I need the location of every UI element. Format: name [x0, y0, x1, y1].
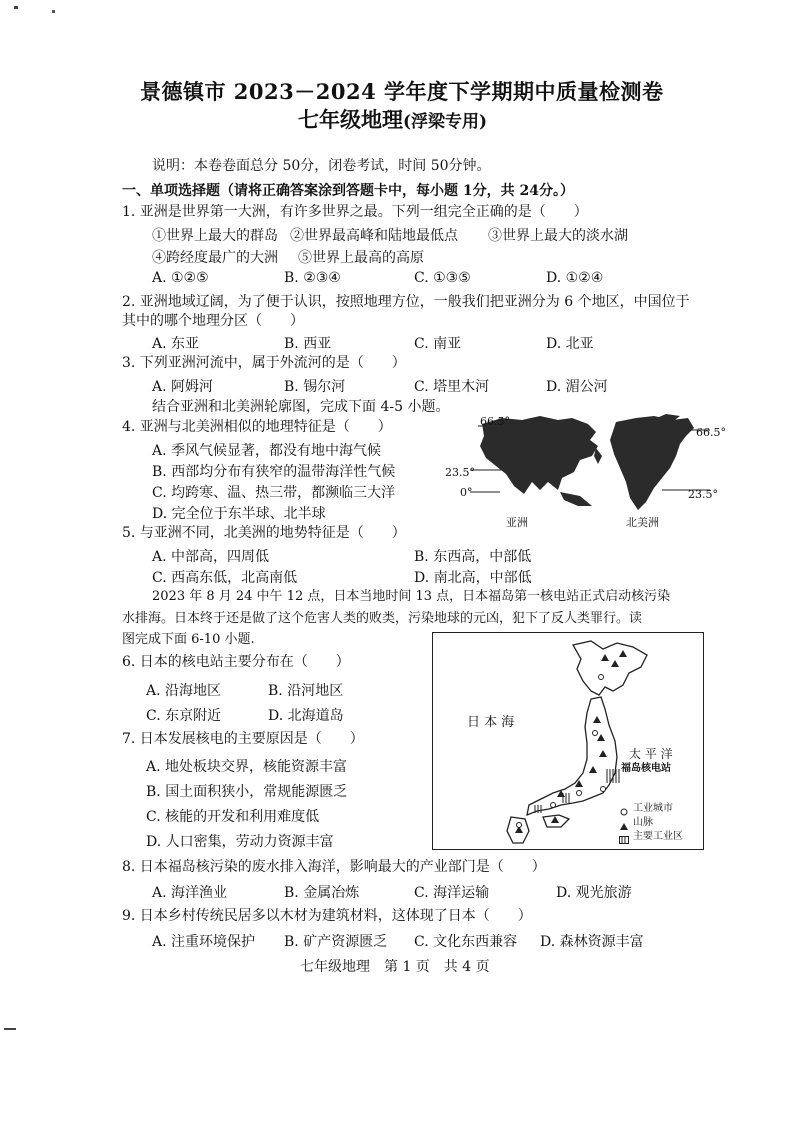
q5-option-b: B. 东西高，中部低: [414, 549, 532, 565]
intro-4-5: 结合亚洲和北美洲轮廓图，完成下面 4-5 小题。: [152, 399, 450, 415]
mountain-legend-icon: [619, 815, 629, 823]
asia-label: 亚洲: [506, 516, 528, 529]
q1-stem: 1. 亚洲是世界第一大洲，有许多世界之最。下列一组完全正确的是（ ）: [122, 204, 588, 220]
q7-option-c: C. 核能的开发和利用难度低: [146, 809, 320, 825]
q1-option-c: C. ①③⑤: [414, 270, 471, 286]
asia-lat-0: 0°: [460, 486, 473, 499]
legend-city-label: 工业城市: [633, 803, 673, 814]
passage-line: 水排海。日本终于还是做了这个危害人类的败类，污染地球的元凶，犯下了反人类罪行。读: [122, 611, 643, 626]
q8-option-c: C. 海洋运输: [414, 885, 490, 901]
legend-industrial-label: 主要工业区: [633, 831, 683, 842]
asia-lat-23: 23.5°: [445, 466, 475, 479]
q8-stem: 8. 日本福岛核污染的废水排入海洋，影响最大的产业部门是（ ）: [122, 859, 546, 875]
q3-option-a: A. 阿姆河: [152, 379, 214, 395]
q8-option-b: B. 金属冶炼: [284, 885, 360, 901]
japan-map: [432, 632, 704, 850]
q3-option-c: C. 塔里木河: [414, 379, 490, 395]
q1-option-b: B. ②③④: [284, 270, 341, 286]
legend-mountain-label: 山脉: [633, 817, 653, 828]
q9-option-d: D. 森林资源丰富: [540, 934, 644, 950]
exam-subtitle: [298, 104, 487, 134]
exam-title: 景德镇市 2023－2024 学年度下学期期中质量检测卷: [140, 79, 664, 104]
q7-option-a: A. 地处板块交界，核能资源丰富: [146, 759, 348, 775]
scan-speck: [4, 1028, 16, 1030]
continent-map-graphic: [440, 412, 730, 530]
q2-option-b: B. 西亚: [284, 336, 332, 352]
q6-option-a: A. 沿海地区: [146, 683, 222, 699]
q7-stem: 7. 日本发展核电的主要原因是（ ）: [122, 731, 364, 747]
passage-line: 2023 年 8 月 24 中午 12 点，日本当地时间 13 点，日本福岛第一核电站正式启动核污染: [152, 589, 671, 604]
q3-stem: 3. 下列亚洲河流中，属于外流河的是（ ）: [122, 355, 406, 371]
q1-item: ②世界最高峰和陆地最低点: [290, 228, 458, 244]
q1-item: ①世界上最大的群岛: [152, 228, 278, 244]
q2-option-a: A. 东亚: [152, 336, 200, 352]
passage-line: 图完成下面 6-10 小题.: [122, 632, 255, 647]
q1-option-d: D. ①②④: [546, 270, 604, 286]
na-lat-23: 23.5°: [688, 488, 718, 501]
q8-option-a: A. 海洋渔业: [152, 885, 228, 901]
q5-option-d: D. 南北高，中部低: [414, 570, 532, 586]
fukushima-plant-label: 福岛核电站: [621, 763, 671, 774]
q7-option-b: B. 国土面积狭小，常规能源匮乏: [146, 784, 348, 800]
q1-item: ⑤世界上最高的高原: [298, 250, 424, 266]
q1-item: ③世界上最大的淡水湖: [488, 228, 628, 244]
q3-option-b: B. 锡尔河: [284, 379, 346, 395]
q4-stem: 4. 亚洲与北美洲相似的地理特征是（ ）: [122, 419, 392, 435]
q9-option-b: B. 矿产资源匮乏: [284, 934, 388, 950]
q5-option-a: A. 中部高，四周低: [152, 549, 270, 565]
scan-speck: [14, 6, 18, 9]
instructions: 说明：本卷卷面总分 50分，闭卷考试，时间 50分钟。: [152, 158, 491, 174]
city-legend-icon: [619, 801, 629, 809]
asia-lat-66: 66.5°: [480, 415, 510, 428]
q5-stem: 5. 与亚洲不同，北美洲的地势特征是（ ）: [122, 525, 406, 541]
q1-item: ④跨经度最广的大洲: [152, 250, 278, 266]
q5-option-c: C. 西高东低，北高南低: [152, 570, 298, 586]
q6-option-b: B. 沿河地区: [268, 683, 344, 699]
q2-stem-cont: 其中的哪个地理分区（ ）: [122, 313, 304, 329]
na-lat-66: 66.5°: [696, 426, 726, 439]
q6-option-c: C. 东京附近: [146, 708, 222, 724]
map-legend: [619, 799, 699, 845]
q2-option-d: D. 北亚: [546, 336, 594, 352]
q4-option-c: C. 均跨寒、温、热三带，都濒临三大洋: [152, 485, 396, 501]
sea-of-japan-label: 日 本 海: [467, 715, 515, 730]
q7-option-d: D. 人口密集，劳动力资源丰富: [146, 834, 334, 850]
industrial-zone-legend-icon: [619, 829, 629, 837]
q4-option-d: D. 完全位于东半球、北半球: [152, 506, 326, 522]
subtitle-note: (浮梁专用): [403, 112, 488, 132]
page-footer: 七年级地理 第 1 页 共 4 页: [300, 959, 490, 975]
q6-option-d: D. 北海道岛: [268, 708, 344, 724]
continent-outline-map: [440, 412, 730, 530]
q3-option-d: D. 湄公河: [546, 379, 608, 395]
subject-label: 七年级地理: [298, 107, 403, 132]
q9-stem: 9. 日本乡村传统民居多以木材为建筑材料，这体现了日本（ ）: [122, 908, 532, 924]
na-label: 北美洲: [626, 516, 659, 529]
q2-stem: 2. 亚洲地域辽阔，为了便于认识，按照地理方位，一般我们把亚洲分为 6 个地区，中国位于: [122, 294, 690, 310]
q9-option-c: C. 文化东西兼容: [414, 934, 518, 950]
pacific-ocean-label: 太 平 洋: [629, 747, 673, 761]
q1-option-a: A. ①②⑤: [152, 270, 209, 286]
q2-option-c: C. 南亚: [414, 336, 462, 352]
q6-stem: 6. 日本的核电站主要分布在（ ）: [122, 654, 350, 670]
scan-speck: [52, 10, 55, 13]
section-heading: 一、单项选择题（请将正确答案涂到答题卡中，每小题 1分，共 24分。）: [122, 183, 574, 199]
q4-option-a: A. 季风气候显著，都没有地中海气候: [152, 443, 382, 459]
q8-option-d: D. 观光旅游: [556, 885, 632, 901]
q4-option-b: B. 西部均分布有狭窄的温带海洋性气候: [152, 464, 396, 480]
q9-option-a: A. 注重环境保护: [152, 934, 256, 950]
